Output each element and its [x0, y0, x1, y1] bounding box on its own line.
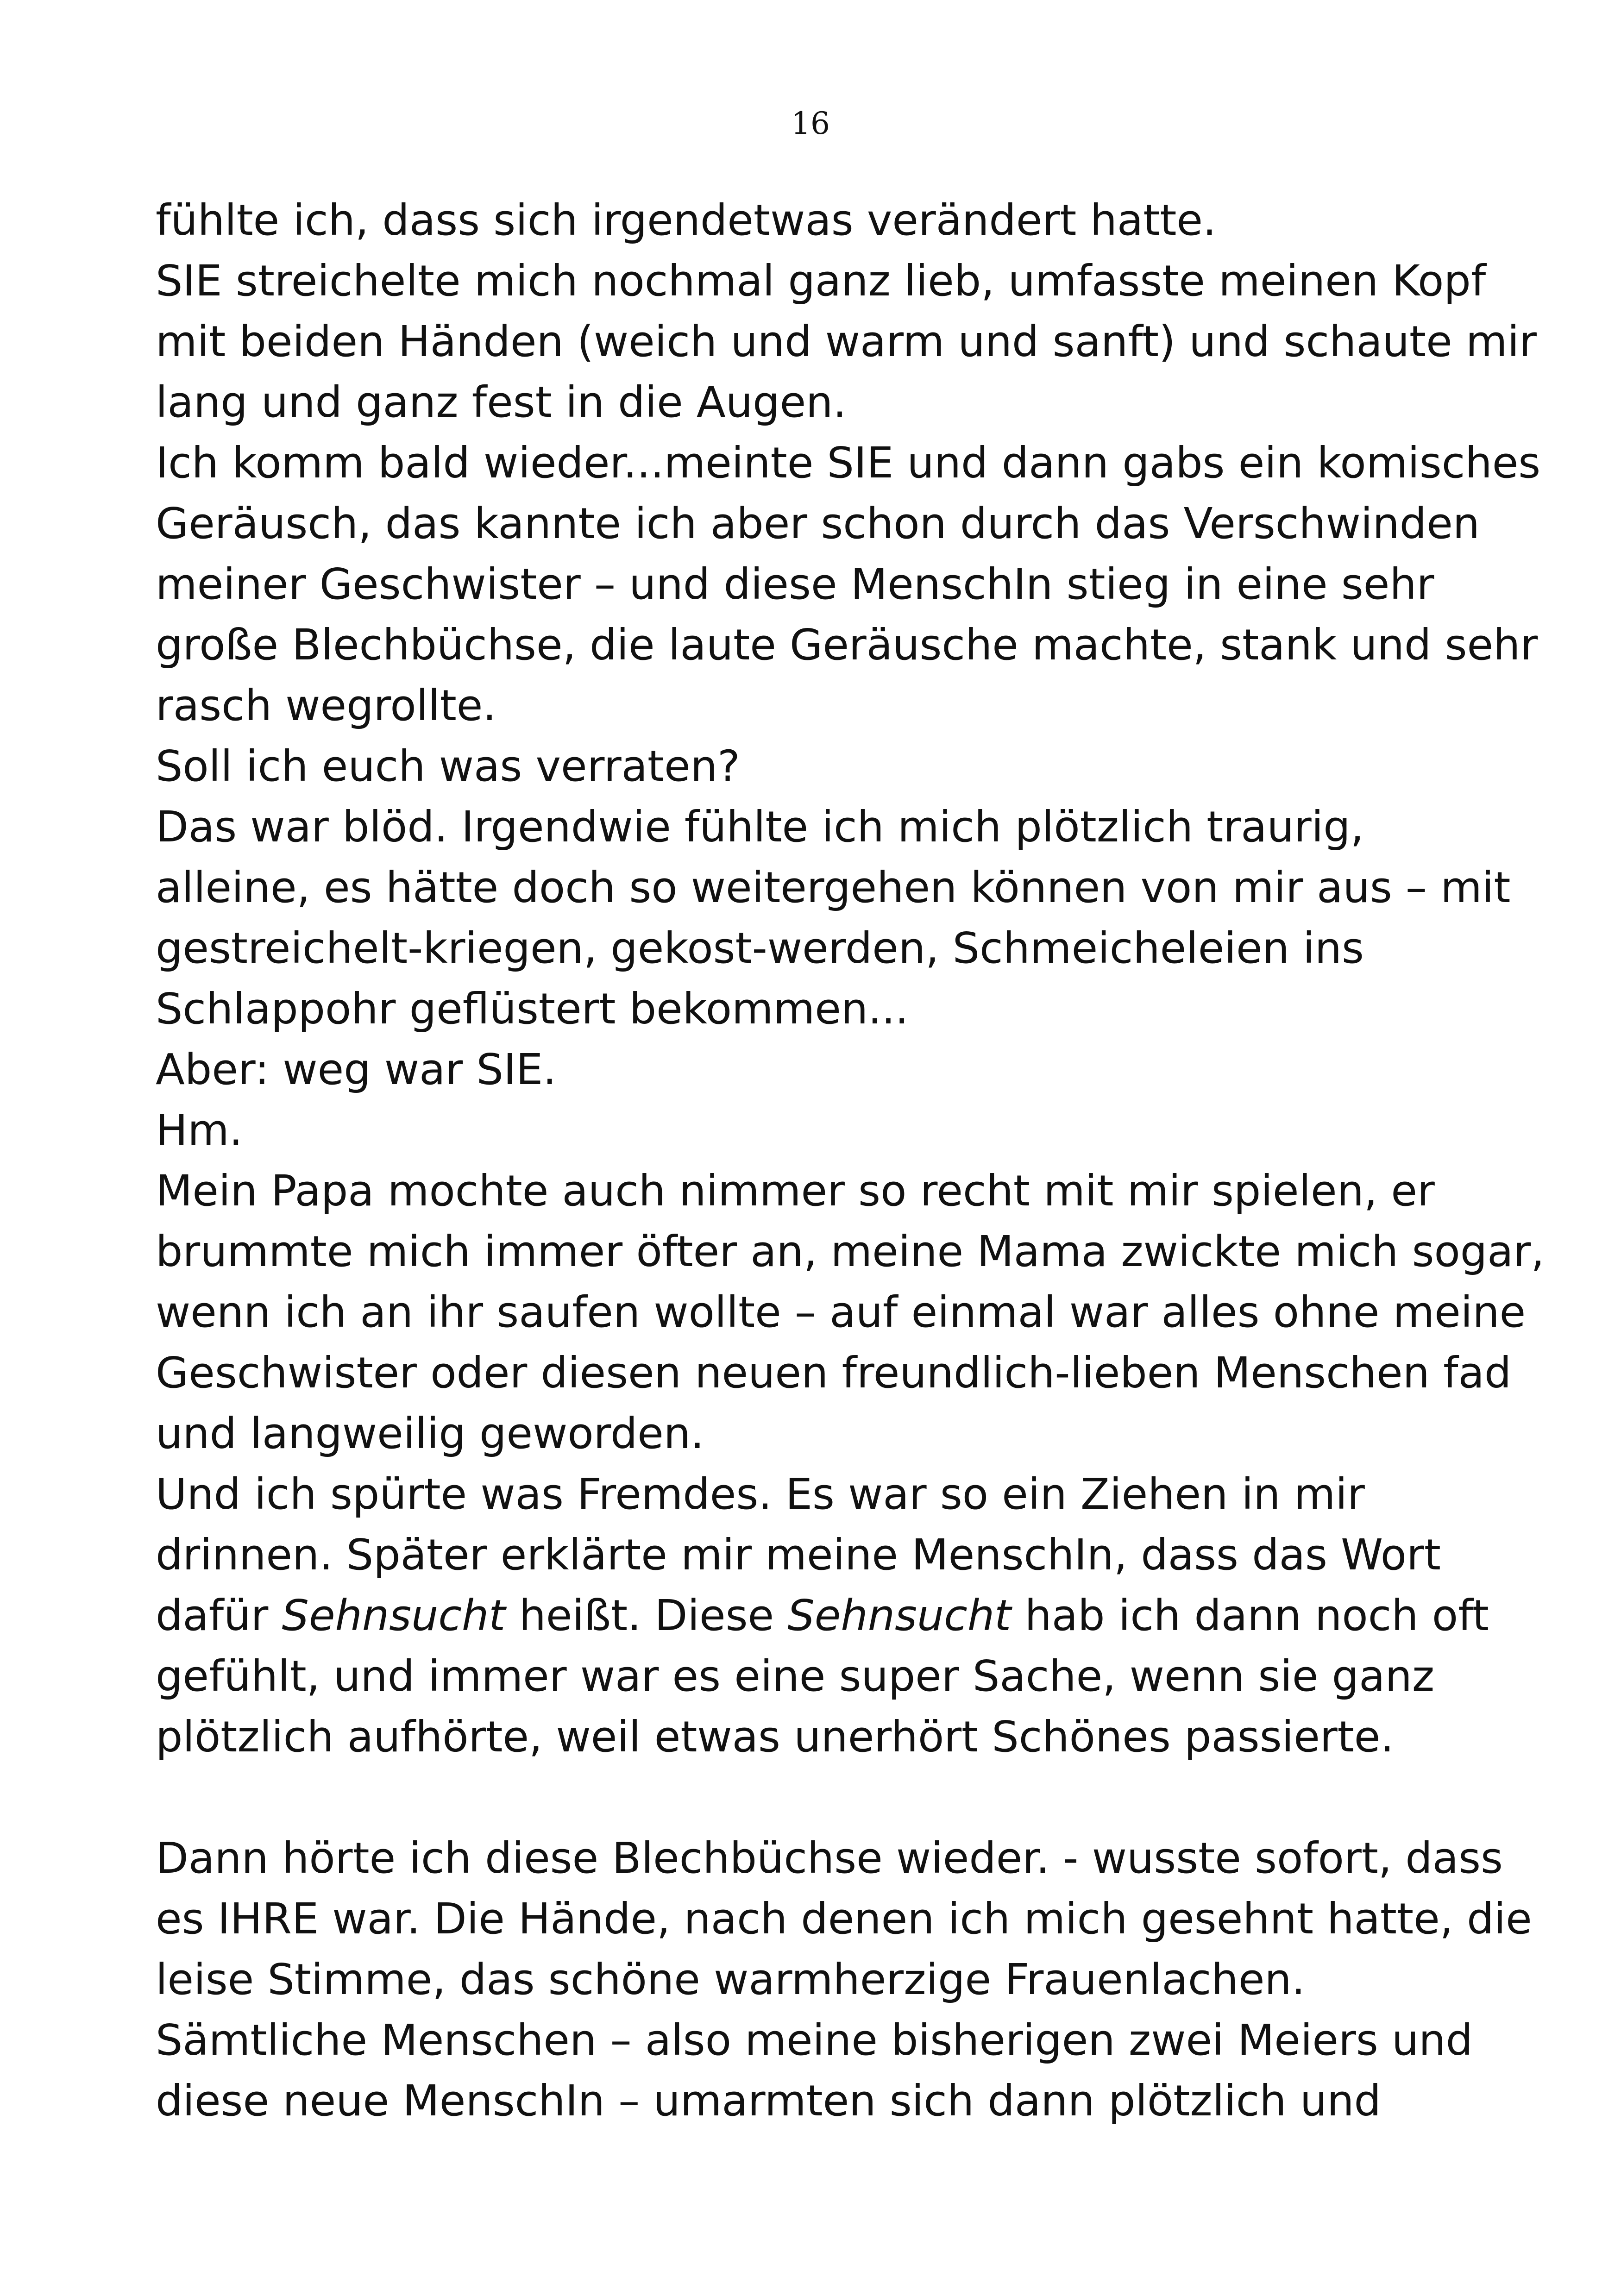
text-line: Und ich spürte was Fremdes. Es war so ein Ziehen in mir — [156, 1469, 1365, 1519]
text-line: drinnen. Später erklärte mir meine MenschIn, dass das Wort — [156, 1530, 1441, 1580]
text-line: Soll ich euch was verraten? — [156, 741, 740, 791]
text-run: hab ich dann noch oft — [1011, 1591, 1489, 1640]
text-line: Ich komm bald wieder...meinte SIE und dann gabs ein komisches — [156, 438, 1541, 488]
text-line: Hm. — [156, 1105, 243, 1155]
text-line: rasch wegrollte. — [156, 681, 496, 730]
text-line: Sämtliche Menschen – also meine bisherigen zwei Meiers und — [156, 2015, 1473, 2065]
text-line: Geräusch, das kannte ich aber schon durch das Verschwinden — [156, 499, 1480, 548]
text-line: Dann hörte ich diese Blechbüchse wieder. - wusste sofort, dass — [156, 1833, 1503, 1883]
text-line: brummte mich immer öfter an, meine Mama zwickte mich sogar, — [156, 1227, 1545, 1276]
text-line: Mein Papa mochte auch nimmer so recht mit mir spielen, er — [156, 1166, 1435, 1216]
text-line: fühlte ich, dass sich irgendetwas verändert hatte. — [156, 195, 1217, 245]
body-text — [156, 190, 1545, 2131]
text-line: plötzlich aufhörte, weil etwas unerhört Schönes passierte. — [156, 1712, 1394, 1762]
paragraph-gap — [156, 1767, 1527, 1828]
text-line: Aber: weg war SIE. — [156, 1045, 557, 1094]
text-line: SIE streichelte mich nochmal ganz lieb, umfasste meinen Kopf — [156, 256, 1486, 306]
text-line: wenn ich an ihr saufen wollte – auf einmal war alles ohne meine — [156, 1287, 1526, 1337]
text-line: es IHRE war. Die Hände, nach denen ich mich gesehnt hatte, die — [156, 1894, 1532, 1944]
emphasized-word: Sehnsucht — [282, 1591, 506, 1640]
text-line: diese neue MenschIn – umarmten sich dann plötzlich und — [156, 2076, 1381, 2126]
text-line: Geschwister oder diesen neuen freundlich-lieben Menschen fad — [156, 1348, 1512, 1398]
page-number: 16 — [791, 106, 830, 141]
text-line: meiner Geschwister – und diese MenschIn stieg in eine sehr — [156, 559, 1434, 609]
emphasized-word: Sehnsucht — [787, 1591, 1012, 1640]
text-line-emphasis — [156, 1585, 1527, 1646]
text-run: heißt. Diese — [505, 1591, 788, 1640]
text-line: und langweilig geworden. — [156, 1409, 704, 1458]
text-line: große Blechbüchse, die laute Geräusche machte, stank und sehr — [156, 620, 1538, 670]
text-line: gefühlt, und immer war es eine super Sache, wenn sie ganz — [156, 1651, 1435, 1701]
text-line: mit beiden Händen (weich und warm und sanft) und schaute mir — [156, 317, 1537, 366]
text-run: dafür — [156, 1591, 282, 1640]
text-line: gestreichelt-kriegen, gekost-werden, Schmeicheleien ins — [156, 923, 1364, 973]
text-line: alleine, es hätte doch so weitergehen können von mir aus – mit — [156, 863, 1511, 912]
text-line: Das war blöd. Irgendwie fühlte ich mich plötzlich traurig, — [156, 802, 1364, 852]
text-line: lang und ganz fest in die Augen. — [156, 377, 847, 427]
text-line: leise Stimme, das schöne warmherzige Frauenlachen. — [156, 1955, 1305, 2004]
text-line: Schlappohr geflüstert bekommen... — [156, 984, 909, 1034]
